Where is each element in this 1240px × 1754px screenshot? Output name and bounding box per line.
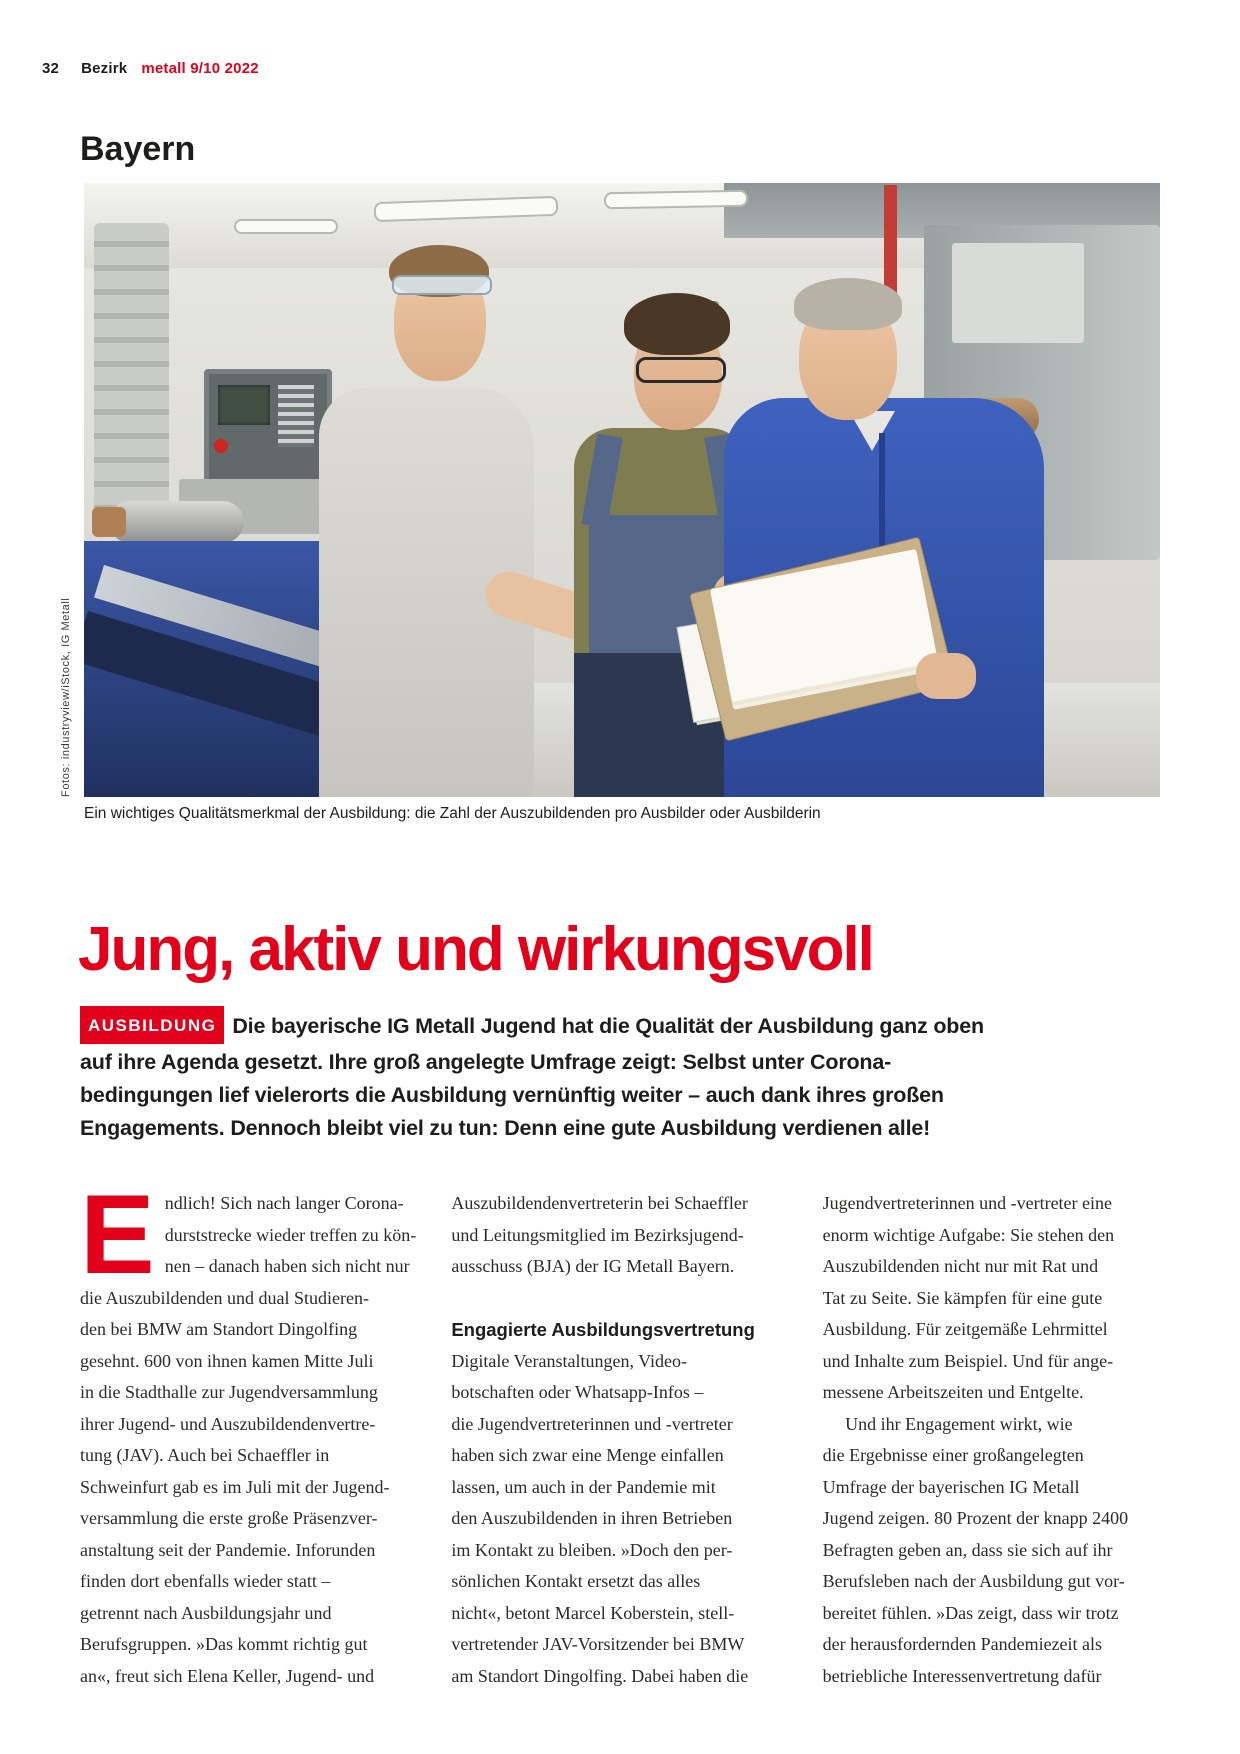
text-line: Auszubildenden nicht nur mit Rat und [822,1256,1099,1276]
article-body [80,1172,1160,1692]
text-line: finden dort ebenfalls wieder statt – [80,1571,331,1591]
text-line: ausschuss (BJA) der IG Metall Bayern. [451,1256,735,1276]
lead-line: bedingungen lief vielerorts die Ausbildung vernünftig weiter – auch dank ihres großen [80,1083,944,1107]
text-line: Berufsleben nach der Ausbildung gut vor- [822,1571,1125,1591]
issue-label: metall 9/10 2022 [141,60,259,77]
running-header [42,60,259,77]
body-column-1 [80,1172,417,1692]
text-line: den Auszubildenden in ihren Betrieben [451,1508,733,1528]
text-line: Berufsgruppen. »Das kommt richtig gut [80,1634,368,1654]
text-line: den bei BMW am Standort Dingolfing [80,1319,358,1339]
body-column-3 [823,1188,1160,1692]
workshop-photo [84,183,1160,797]
text-line: gesehnt. 600 von ihnen kamen Mitte Juli [80,1350,374,1371]
text-line: Tat zu Seite. Sie kämpfen für eine gute [822,1287,1103,1308]
text-line: Und ihr Engagement wirkt, wie [822,1413,1073,1434]
emergency-stop-button [214,439,228,453]
column-text [451,1346,788,1693]
lead-line: Engagements. Dennoch bleibt viel zu tun: Denn eine gute Ausbildung verdienen alle! [80,1116,931,1140]
photo-caption: Ein wichtiges Qualitätsmerkmal der Ausbildung: die Zahl der Auszubildenden pro Ausbilder oder Ausbilderin [84,805,821,822]
text-line: enorm wichtige Aufgabe: Sie stehen den [822,1224,1115,1245]
text-line: ihrer Jugend- und Auszubildendenvertre- [80,1413,376,1434]
lead-text: Die bayerische IG Metall Jugend hat die Qualität der Ausbildung ganz oben [232,1014,984,1038]
text-line: und Leitungsmitglied im Bezirksjugend- [451,1224,744,1245]
article-lead [80,1008,984,1145]
text-line: an«, freut sich Elena Keller, Jugend- und [80,1665,375,1686]
text-line: durststrecke wieder treffen zu kön- [164,1224,417,1245]
lathe-chuck [109,501,244,543]
cnc-buttons [278,385,314,447]
text-line: anstaltung seit der Pandemie. Inforunden [80,1539,376,1560]
ceiling-light [604,190,748,210]
section-label: Bezirk [81,60,128,77]
text-line: betriebliche Interessenvertretung dafür [822,1665,1102,1686]
text-line: versammlung die erste große Präsenzver- [80,1508,378,1528]
article-headline: Jung, aktiv und wirkungsvoll [78,914,873,984]
drop-cap: E [80,1172,155,1297]
text-line: sönlichen Kontakt ersetzt das alles [451,1571,701,1591]
safety-glasses [392,275,492,295]
text-line: ndlich! Sich nach langer Corona- [164,1193,404,1213]
cnc-screen [218,385,270,425]
machine-right-panel [952,243,1084,343]
text-line: Ausbildung. Für zeitgemäße Lehrmittel [822,1319,1108,1339]
text-line: nen – danach haben sich nicht nur [164,1256,410,1276]
text-line: am Standort Dingolfing. Dabei haben die [451,1665,749,1686]
text-line: die Ergebnisse einer großangelegten [822,1445,1084,1465]
text-line: im Kontakt zu bleiben. »Doch den per- [451,1539,733,1560]
text-line: tung (JAV). Auch bei Schaeffler in [80,1445,330,1465]
text-line: und Inhalte zum Beispiel. Und für ange- [822,1350,1114,1371]
photo-credit: Fotos: industryview/iStock, IG Metall [60,597,72,797]
text-line: vertretender JAV-Vorsitzender bei BMW [451,1634,745,1654]
kicker-tag: AUSBILDUNG [80,1006,224,1044]
text-line: haben sich zwar eine Menge einfallen [451,1445,724,1465]
text-line: Auszubildendenvertreterin bei Schaeffler [451,1193,748,1213]
text-line: Digitale Veranstaltungen, Video- [451,1350,688,1371]
lead-line [80,1008,984,1046]
body-subhead: Engagierte Ausbildungsvertretung [451,1319,755,1340]
text-line: Umfrage der bayerischen IG Metall [822,1476,1080,1497]
text-line: getrennt nach Ausbildungsjahr und [80,1602,332,1623]
text-line: Jugend zeigen. 80 Prozent der knapp 2400 [822,1508,1129,1528]
machine-column-left [94,223,169,528]
text-line: bereitet fühlen. »Das zeigt, dass wir trotz [822,1602,1119,1623]
text-line: messene Arbeitszeiten und Entgelte. [822,1382,1084,1402]
text-line: Schweinfurt gab es im Juli mit der Jugend- [80,1476,390,1497]
lead-line: auf ihre Agenda gesetzt. Ihre groß angelegte Umfrage zeigt: Selbst unter Corona- [80,1050,892,1074]
page-number: 32 [42,60,60,77]
text-line: botschaften oder Whatsapp-Infos – [451,1382,704,1402]
text-line: der herausfordernden Pandemiezeit als [822,1634,1103,1654]
eyeglasses [636,357,726,383]
text-line: nicht«, betont Marcel Koberstein, stell- [451,1602,735,1623]
text-line: die Auszubildenden und dual Studieren- [80,1287,369,1308]
ceiling-light [234,219,338,234]
trainer-hand [916,653,976,699]
column-text [823,1188,1160,1692]
lathe-chuck-tip [92,507,126,537]
text-line: Befragten geben an, dass sie sich auf ihr [822,1539,1113,1560]
text-line: lassen, um auch in der Pandemie mit [451,1476,716,1497]
apprentice-middle-hair [624,293,730,355]
text-line: die Jugendvertreterinnen und -vertreter [451,1413,733,1434]
column-text [451,1188,788,1283]
trainer-hair [794,278,902,330]
body-column-2 [451,1188,788,1692]
text-line: Jugendvertreterinnen und -vertreter eine [822,1193,1113,1213]
region-heading: Bayern [80,130,196,168]
text-line: in die Stadthalle zur Jugendversammlung [80,1382,378,1402]
